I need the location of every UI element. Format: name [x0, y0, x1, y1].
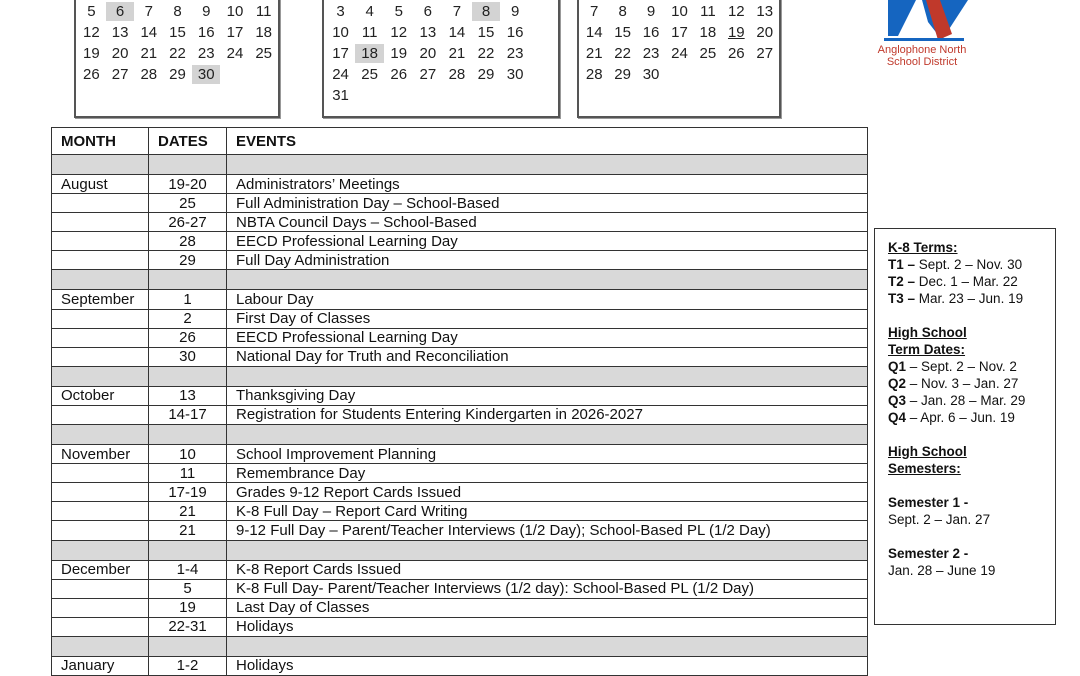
separator-cell	[227, 540, 868, 560]
separator-cell	[227, 425, 868, 445]
event-cell: Grades 9-12 Report Cards Issued	[227, 483, 868, 502]
calendar-day: 22	[169, 45, 186, 62]
table-row	[52, 251, 868, 270]
calendar-day	[250, 65, 278, 84]
calendar-day: 7	[590, 3, 599, 20]
calendar-day: 14	[448, 24, 466, 41]
calendar-day: 15	[477, 24, 495, 41]
event-cell: EECD Professional Learning Day	[227, 232, 868, 251]
hs-term-line	[888, 409, 1055, 426]
header-month: MONTH	[52, 128, 149, 155]
dates-cell: 10	[149, 445, 227, 464]
dates-cell: 19-20	[149, 175, 227, 194]
separator-cell	[227, 155, 868, 175]
dates-cell: 22-31	[149, 617, 227, 636]
calendar-day: 10	[671, 3, 688, 20]
dates-cell: 1	[149, 290, 227, 309]
semester-2-label: Semester 2 -	[888, 546, 969, 561]
calendar-day: 20	[419, 45, 437, 62]
month-separator-row	[52, 366, 868, 386]
month-cell	[52, 483, 149, 502]
calendar-day: 21	[585, 45, 603, 62]
calendar-day: 6	[423, 3, 432, 20]
calendar-day	[501, 86, 530, 105]
dates-cell: 28	[149, 232, 227, 251]
separator-cell	[149, 636, 227, 656]
event-cell: Registration for Students Entering Kindergarten in 2026-2027	[227, 405, 868, 424]
calendar-week-row	[77, 64, 278, 85]
k8-term-dates: Mar. 23 – Jun. 19	[915, 291, 1024, 306]
calendar-day: 19	[390, 45, 408, 62]
table-row	[52, 309, 868, 328]
table-row	[52, 656, 868, 675]
calendar-week-row	[580, 1, 779, 22]
event-cell: EECD Professional Learning Day	[227, 328, 868, 347]
event-cell: 9-12 Full Day – Parent/Teacher Interviews (1/2 Day); School-Based PL (1/2 Day)	[227, 521, 868, 540]
calendar-month-1	[74, 0, 280, 118]
calendar-month-3	[577, 0, 781, 118]
month-cell: August	[52, 175, 149, 194]
event-cell: Administrators’ Meetings	[227, 175, 868, 194]
table-row	[52, 598, 868, 617]
calendar-day: 7	[452, 3, 462, 20]
separator-cell	[149, 425, 227, 445]
calendar-day: 6	[106, 2, 134, 21]
month-cell	[52, 194, 149, 213]
calendar-day: 28	[140, 66, 158, 83]
calendar-day: 31	[332, 87, 349, 104]
calendar-day: 19	[83, 45, 100, 62]
calendar-day: 24	[226, 45, 244, 62]
month-cell	[52, 464, 149, 483]
separator-cell	[52, 270, 149, 290]
month-cell	[52, 347, 149, 366]
event-cell: First Day of Classes	[227, 309, 868, 328]
hs-term-label: Q3	[888, 393, 907, 408]
month-cell	[52, 251, 149, 270]
k8-term-line	[888, 273, 1055, 290]
k8-term-dates: Dec. 1 – Mar. 22	[915, 274, 1018, 289]
k8-terms-list	[888, 256, 1055, 307]
semester-1-dates: Sept. 2 – Jan. 27	[888, 512, 991, 527]
table-row	[52, 579, 868, 598]
calendar-day: 9	[202, 3, 211, 20]
calendar-day: 30	[642, 66, 660, 83]
events-table-body	[52, 155, 868, 676]
table-row	[52, 617, 868, 636]
table-row	[52, 213, 868, 232]
calendar-day: 25	[361, 66, 378, 83]
calendar-week-row	[326, 22, 558, 43]
calendar-day: 18	[699, 24, 717, 41]
month-cell	[52, 309, 149, 328]
hs-term-dates: – Jan. 28 – Mar. 29	[906, 393, 1026, 408]
calendar-day: 10	[226, 3, 244, 20]
hs-terms-list	[888, 358, 1055, 426]
calendar-day: 15	[169, 24, 186, 41]
calendar-day: 27	[111, 66, 129, 83]
calendar-day: 17	[332, 45, 349, 62]
hs-term-line	[888, 375, 1055, 392]
dates-cell: 21	[149, 502, 227, 521]
month-cell	[52, 598, 149, 617]
table-row	[52, 483, 868, 502]
separator-cell	[227, 270, 868, 290]
month-separator-row	[52, 636, 868, 656]
month-cell: September	[52, 290, 149, 309]
dates-cell: 26-27	[149, 213, 227, 232]
dates-cell: 5	[149, 579, 227, 598]
calendar-day	[221, 65, 249, 84]
k8-term-line	[888, 256, 1055, 273]
header-dates: DATES	[149, 128, 227, 155]
calendar-week-row	[326, 85, 558, 106]
separator-cell	[149, 366, 227, 386]
calendar-day: 15	[614, 24, 631, 41]
separator-cell	[149, 155, 227, 175]
dates-cell: 25	[149, 194, 227, 213]
calendar-day: 22	[477, 45, 495, 62]
event-cell: Remembrance Day	[227, 464, 868, 483]
calendar-week-row	[326, 43, 558, 64]
table-row	[52, 464, 868, 483]
district-name	[860, 44, 984, 68]
calendar-day: 17	[226, 24, 244, 41]
calendar-week-row	[77, 22, 278, 43]
calendar-week-row	[580, 64, 779, 85]
calendar-day: 29	[169, 66, 186, 83]
separator-cell	[52, 540, 149, 560]
calendar-day: 11	[361, 24, 378, 41]
calendar-day	[472, 86, 501, 105]
calendar-week-row	[326, 64, 558, 85]
semester-1-label: Semester 1 -	[888, 495, 969, 510]
table-row	[52, 175, 868, 194]
hs-terms-title-1: High School	[888, 325, 967, 340]
separator-cell	[52, 636, 149, 656]
calendar-day: 11	[700, 3, 716, 20]
month-separator-row	[52, 270, 868, 290]
calendar-day	[443, 86, 472, 105]
event-cell: Holidays	[227, 617, 868, 636]
calendar-day: 17	[671, 24, 688, 41]
calendar-day	[414, 86, 443, 105]
district-name-line2: School District	[886, 56, 958, 68]
calendar-day	[722, 65, 750, 84]
calendar-day: 21	[448, 45, 466, 62]
separator-cell	[227, 636, 868, 656]
k8-term-label: T2 –	[888, 274, 916, 289]
semesters-title-1: High School	[888, 444, 967, 459]
calendar-day: 26	[727, 45, 745, 62]
calendar-day: 12	[83, 24, 100, 41]
calendar-month-2	[322, 0, 560, 118]
k8-term-line	[888, 290, 1055, 307]
calendar-day: 21	[140, 45, 158, 62]
separator-cell	[52, 425, 149, 445]
calendar-week-row	[580, 22, 779, 43]
month-cell: October	[52, 386, 149, 405]
month-separator-row	[52, 425, 868, 445]
hs-term-label: Q1	[888, 359, 907, 374]
calendar-day: 8	[472, 2, 501, 21]
separator-cell	[52, 155, 149, 175]
events-table	[51, 127, 868, 676]
table-header-row	[52, 128, 868, 155]
separator-cell	[52, 366, 149, 386]
calendar-day	[384, 86, 413, 105]
calendar-week-row	[77, 43, 278, 64]
dates-cell: 19	[149, 598, 227, 617]
dates-cell: 1-2	[149, 656, 227, 675]
event-cell: Thanksgiving Day	[227, 386, 868, 405]
calendar-day	[666, 65, 694, 84]
calendar-day	[751, 65, 779, 84]
table-row	[52, 560, 868, 579]
event-cell: School Improvement Planning	[227, 445, 868, 464]
month-cell	[52, 405, 149, 424]
separator-cell	[227, 366, 868, 386]
dates-cell: 26	[149, 328, 227, 347]
calendar-day: 8	[618, 3, 627, 20]
table-row	[52, 232, 868, 251]
calendar-day: 13	[111, 24, 129, 41]
month-cell	[52, 232, 149, 251]
table-row	[52, 194, 868, 213]
table-row	[52, 347, 868, 366]
calendar-week-row	[580, 43, 779, 64]
separator-cell	[149, 540, 227, 560]
calendar-day: 5	[394, 3, 403, 20]
k8-term-label: T3 –	[888, 291, 916, 306]
event-cell: NBTA Council Days – School-Based	[227, 213, 868, 232]
calendar-day: 5	[87, 3, 96, 20]
semester-2-dates: Jan. 28 – June 19	[888, 563, 996, 578]
calendar-day: 12	[727, 3, 745, 20]
calendar-day: 12	[390, 24, 408, 41]
table-row	[52, 290, 868, 309]
calendar-week-row	[77, 1, 278, 22]
month-separator-row	[52, 540, 868, 560]
table-row	[52, 521, 868, 540]
calendar-day	[694, 65, 722, 84]
calendar-day: 23	[642, 45, 660, 62]
event-cell: National Day for Truth and Reconciliation	[227, 347, 868, 366]
calendar-day: 20	[756, 24, 774, 41]
calendar-day	[355, 86, 384, 105]
hs-term-dates: – Apr. 6 – Jun. 19	[906, 410, 1015, 425]
hs-term-line	[888, 358, 1055, 375]
calendar-day: 16	[642, 24, 660, 41]
event-cell: Labour Day	[227, 290, 868, 309]
event-cell: Last Day of Classes	[227, 598, 868, 617]
calendar-day: 25	[699, 45, 717, 62]
hs-term-label: Q2	[888, 376, 907, 391]
calendar-day: 23	[197, 45, 215, 62]
calendar-day: 18	[355, 44, 384, 63]
hs-terms-title-2: Term Dates:	[888, 342, 966, 357]
dates-cell: 29	[149, 251, 227, 270]
terms-box	[874, 228, 1056, 625]
calendar-day: 29	[477, 66, 495, 83]
calendar-day: 22	[614, 45, 631, 62]
calendar-day: 13	[756, 3, 774, 20]
month-cell: December	[52, 560, 149, 579]
table-row	[52, 445, 868, 464]
calendar-day: 23	[506, 45, 524, 62]
month-cell	[52, 617, 149, 636]
calendar-day: 8	[173, 3, 182, 20]
table-row	[52, 328, 868, 347]
semesters-title-2: Semesters:	[888, 461, 961, 476]
dates-cell: 2	[149, 309, 227, 328]
dates-cell: 14-17	[149, 405, 227, 424]
calendar-week-row	[326, 1, 558, 22]
month-cell: January	[52, 656, 149, 675]
hs-term-line	[888, 392, 1055, 409]
calendar-day: 25	[255, 45, 273, 62]
dates-cell: 17-19	[149, 483, 227, 502]
calendar-day: 20	[111, 45, 129, 62]
calendar-day: 4	[365, 3, 374, 20]
calendar-day: 10	[332, 24, 349, 41]
month-separator-row	[52, 155, 868, 175]
table-row	[52, 502, 868, 521]
month-cell	[52, 213, 149, 232]
calendar-day: 9	[510, 3, 520, 20]
calendar-day: 24	[332, 66, 349, 83]
hs-term-dates: – Nov. 3 – Jan. 27	[906, 376, 1019, 391]
calendar-day: 26	[390, 66, 408, 83]
calendar-day: 16	[197, 24, 215, 41]
calendar-day: 11	[255, 3, 272, 20]
calendar-day: 29	[614, 66, 631, 83]
month-cell: November	[52, 445, 149, 464]
k8-terms-title: K-8 Terms:	[888, 240, 958, 255]
calendar-day: 26	[83, 66, 100, 83]
event-cell: Full Administration Day – School-Based	[227, 194, 868, 213]
event-cell: Full Day Administration	[227, 251, 868, 270]
event-cell: K-8 Report Cards Issued	[227, 560, 868, 579]
k8-term-dates: Sept. 2 – Nov. 30	[915, 257, 1023, 272]
calendar-day: 13	[419, 24, 437, 41]
calendar-day: 28	[448, 66, 466, 83]
calendar-day: 30	[192, 65, 220, 84]
calendar-day: 27	[419, 66, 437, 83]
hs-term-label: Q4	[888, 410, 907, 425]
event-cell: Holidays	[227, 656, 868, 675]
calendar-day: 18	[255, 24, 273, 41]
event-cell: K-8 Full Day – Report Card Writing	[227, 502, 868, 521]
district-name-line1: Anglophone North	[877, 44, 967, 56]
calendar-day: 30	[506, 66, 524, 83]
calendar-day: 3	[336, 3, 345, 20]
event-cell: K-8 Full Day- Parent/Teacher Interviews (1/2 day): School-Based PL (1/2 Day)	[227, 579, 868, 598]
calendar-day: 16	[506, 24, 524, 41]
month-cell	[52, 521, 149, 540]
dates-cell: 21	[149, 521, 227, 540]
calendar-day: 28	[585, 66, 603, 83]
calendar-day: 7	[144, 3, 153, 20]
k8-term-label: T1 –	[888, 257, 916, 272]
dates-cell: 1-4	[149, 560, 227, 579]
month-cell	[52, 328, 149, 347]
table-row	[52, 386, 868, 405]
hs-term-dates: – Sept. 2 – Nov. 2	[906, 359, 1017, 374]
calendar-day: 19	[727, 24, 745, 41]
calendar-day: 24	[671, 45, 688, 62]
header-events: EVENTS	[227, 128, 868, 155]
dates-cell: 11	[149, 464, 227, 483]
month-cell	[52, 502, 149, 521]
calendar-day: 27	[756, 45, 774, 62]
calendar-day: 9	[646, 3, 656, 20]
calendar-day: 14	[140, 24, 158, 41]
separator-cell	[149, 270, 227, 290]
dates-cell: 30	[149, 347, 227, 366]
table-row	[52, 405, 868, 424]
month-cell	[52, 579, 149, 598]
calendar-day: 14	[585, 24, 603, 41]
dates-cell: 13	[149, 386, 227, 405]
